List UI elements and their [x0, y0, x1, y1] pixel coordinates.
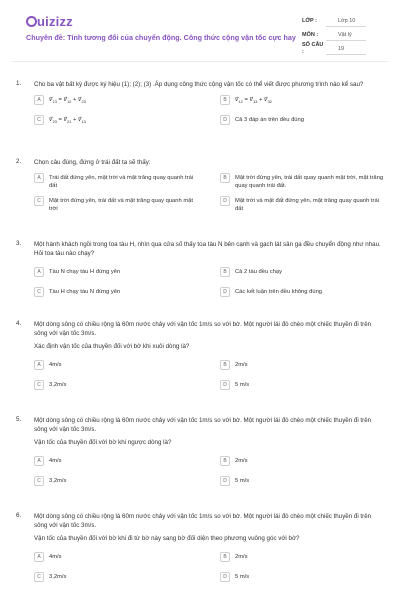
- option-d[interactable]: D Cả 3 đáp án trên đều đúng: [220, 114, 384, 129]
- option-a[interactable]: A $v⃗_{13}$ = $v⃗_{12}$ + $v⃗_{23}$: [34, 94, 198, 109]
- question-6: 6. Một dòng sông có chiều rộng là 60m nước chảy với vận tốc 1m/s so với bờ. Một người lái đò chèo một chiếc thuyền đi trên sông với vận tốc 3m/s. Vận tốc của thuyền đối với bờ khi đi từ bờ này sang bờ đối diện theo phương vuông góc với bờ? A 4m/s B 2m/s C 3,2m/s D 5 m/s: [16, 512, 384, 586]
- question-4: 4. Một dòng sông có chiều rộng là 60m nước chảy với vận tốc 1m/s so với bờ. Một người lái đò chèo một chiếc thuyền đi trên sông với vận tốc 3m/s. Xác định vận tốc của thuyền đối với bờ khi xuôi dòng là? A 4m/s B 2m/s C 3,2m/s D 5 m/s: [16, 320, 384, 394]
- options: [34, 455, 384, 490]
- question-subtext: Xác định vận tốc của thuyền đối với bờ khi xuôi dòng là?: [34, 343, 190, 350]
- option-formula: $v⃗_{12}$ = $v⃗_{13}$ + $v⃗_{32}$: [235, 97, 272, 105]
- option-c[interactable]: C Mặt trời đứng yên, trái đất và mặt trăng quay quanh mặt trời: [34, 195, 198, 213]
- worksheet-meta: [302, 14, 366, 56]
- option-a[interactable]: A 4m/s: [34, 359, 198, 374]
- option-a[interactable]: A Tàu N chạy tàu H đứng yên: [34, 266, 198, 281]
- option-d[interactable]: D Mặt trời và mặt đất đứng yên, mặt trăng quay quanh trái đất: [220, 195, 384, 213]
- question-subtext: Vận tốc của thuyền đối với bờ khi ngược dòng là?: [34, 439, 172, 446]
- question-text: Chọn câu đúng, đứng ở trái đất ta sẽ thấy:: [34, 159, 151, 166]
- options: [34, 551, 384, 586]
- logo-q-icon: [26, 16, 37, 27]
- question-text: Một hành khách ngồi trong toa tàu H, nhìn qua cửa số thấy toa tàu N bên cạnh và gạch lát sân ga đều chuyển động như nhau. Hỏi toa tàu nào chạy?: [34, 241, 381, 257]
- option-formula: $v⃗_{13}$ = $v⃗_{12}$ + $v⃗_{23}$: [49, 97, 86, 105]
- option-d[interactable]: D Các kết luận trên đều không đúng: [220, 286, 384, 301]
- worksheet-header: [12, 0, 388, 62]
- option-c[interactable]: C 3,2m/s: [34, 475, 198, 490]
- option-a[interactable]: A 4m/s: [34, 455, 198, 470]
- question-3: 3. Một hành khách ngồi trong toa tàu H, nhìn qua cửa số thấy toa tàu N bên cạnh và gạch lát sân ga đều chuyển động như nhau. Hỏi toa tàu nào chạy? A Tàu N chạy tàu H đứng yên B Cả 2 tàu đều chạy C Tàu H chạy tàu N đứng yên D Các kết luận trên đều không đúng: [16, 240, 384, 301]
- option-c[interactable]: C $v⃗_{23}$ = $v⃗_{21}$ + $v⃗_{13}$: [34, 114, 198, 129]
- question-1: 1. Cho ba vật bất kỳ được ký hiệu (1); (2); (3) .Áp dụng công thức cộng vận tốc có thể viết được phương trình nào kể sau? A $v⃗_{13}$ = $v⃗_{12}$ + $v⃗_{23}$ B $v⃗_{12}$ = $v⃗_{13}$ + $v⃗_{32}$ C $v⃗_{23}$ = $v⃗_{21}$ + $v⃗_{13}$ D Cả 3 đáp án trên đều đúng: [16, 80, 384, 129]
- options: [34, 359, 384, 394]
- option-a[interactable]: A Trái đất đứng yên, mặt trời và mặt trăng quay quanh trái đất: [34, 172, 198, 190]
- option-b[interactable]: B Cả 2 tàu đều chạy: [220, 266, 384, 281]
- question-5: 5. Một dòng sông có chiều rộng là 60m nước chảy với vận tốc 1m/s so với bờ. Một người lái đò chèo một chiếc thuyền đi trên sông với vận tốc 3m/s. Vận tốc của thuyền đối với bờ khi ngược dòng là? A 4m/s B 2m/s C 3,2m/s D 5 m/s: [16, 416, 384, 490]
- options: [34, 94, 384, 129]
- option-b[interactable]: B Mặt trời đứng yên, trái đất quay quanh mặt trời, mặt trăng quay quanh trái đất.: [220, 172, 384, 190]
- question-text: Một dòng sông có chiều rộng là 60m nước chảy với vận tốc 1m/s so với bờ. Một người lái đò chèo một chiếc thuyền đi trên sông với vận tốc 3m/s.: [34, 321, 372, 337]
- quizizz-logo: uizizz: [26, 14, 73, 29]
- option-a[interactable]: A 4m/s: [34, 551, 198, 566]
- worksheet-topic: Chuyên đề: Tính tương đối của chuyển động. Công thức cộng vận tốc cực hay: [26, 33, 296, 42]
- options: [34, 266, 384, 301]
- options: [34, 172, 384, 213]
- meta-question-count: SỐ CÂU : 19: [302, 42, 366, 56]
- option-b[interactable]: B 2m/s: [220, 551, 384, 566]
- option-b[interactable]: B $v⃗_{12}$ = $v⃗_{13}$ + $v⃗_{32}$: [220, 94, 384, 109]
- meta-grade: LỚP : Lớp 10: [302, 14, 366, 28]
- question-text: Một dòng sông có chiều rộng là 60m nước chảy với vận tốc 1m/s so với bờ. Một người lái đò chèo một chiếc thuyền đi trên sông với vận tốc 3m/s.: [34, 417, 372, 433]
- option-d[interactable]: D 5 m/s: [220, 475, 384, 490]
- meta-subject: MÔN : Vật lý: [302, 28, 366, 42]
- option-d[interactable]: D 5 m/s: [220, 571, 384, 586]
- question-text: Cho ba vật bất kỳ được ký hiệu (1); (2); (3) .Áp dụng công thức cộng vận tốc có thể viết được phương trình nào kể sau?: [34, 81, 364, 88]
- option-formula: $v⃗_{23}$ = $v⃗_{21}$ + $v⃗_{13}$: [49, 117, 86, 125]
- option-c[interactable]: C Tàu H chạy tàu N đứng yên: [34, 286, 198, 301]
- option-c[interactable]: C 3,2m/s: [34, 571, 198, 586]
- option-c[interactable]: C 3,2m/s: [34, 379, 198, 394]
- option-b[interactable]: B 2m/s: [220, 455, 384, 470]
- question-subtext: Vận tốc của thuyền đối với bờ khi đi từ bờ này sang bờ đối diện theo phương vuông góc với bờ?: [34, 535, 300, 542]
- option-b[interactable]: B 2m/s: [220, 359, 384, 374]
- option-d[interactable]: D 5 m/s: [220, 379, 384, 394]
- question-text: Một dòng sông có chiều rộng là 60m nước chảy với vận tốc 1m/s so với bờ. Một người lái đò chèo một chiếc thuyền đi trên sông với vận tốc 3m/s.: [34, 513, 372, 529]
- question-2: 2. Chọn câu đúng, đứng ở trái đất ta sẽ thấy: A Trái đất đứng yên, mặt trời và mặt trăng quay quanh trái đất B Mặt trời đứng yên, trái đất quay quanh mặt trời, mặt trăng quay quanh trái đất. C Mặt trời đứng yên, trái đất và mặt trăng quay quanh mặt trời D Mặt trời và mặt đất đứng yên, mặt trăng quay quanh trái đất: [16, 158, 384, 212]
